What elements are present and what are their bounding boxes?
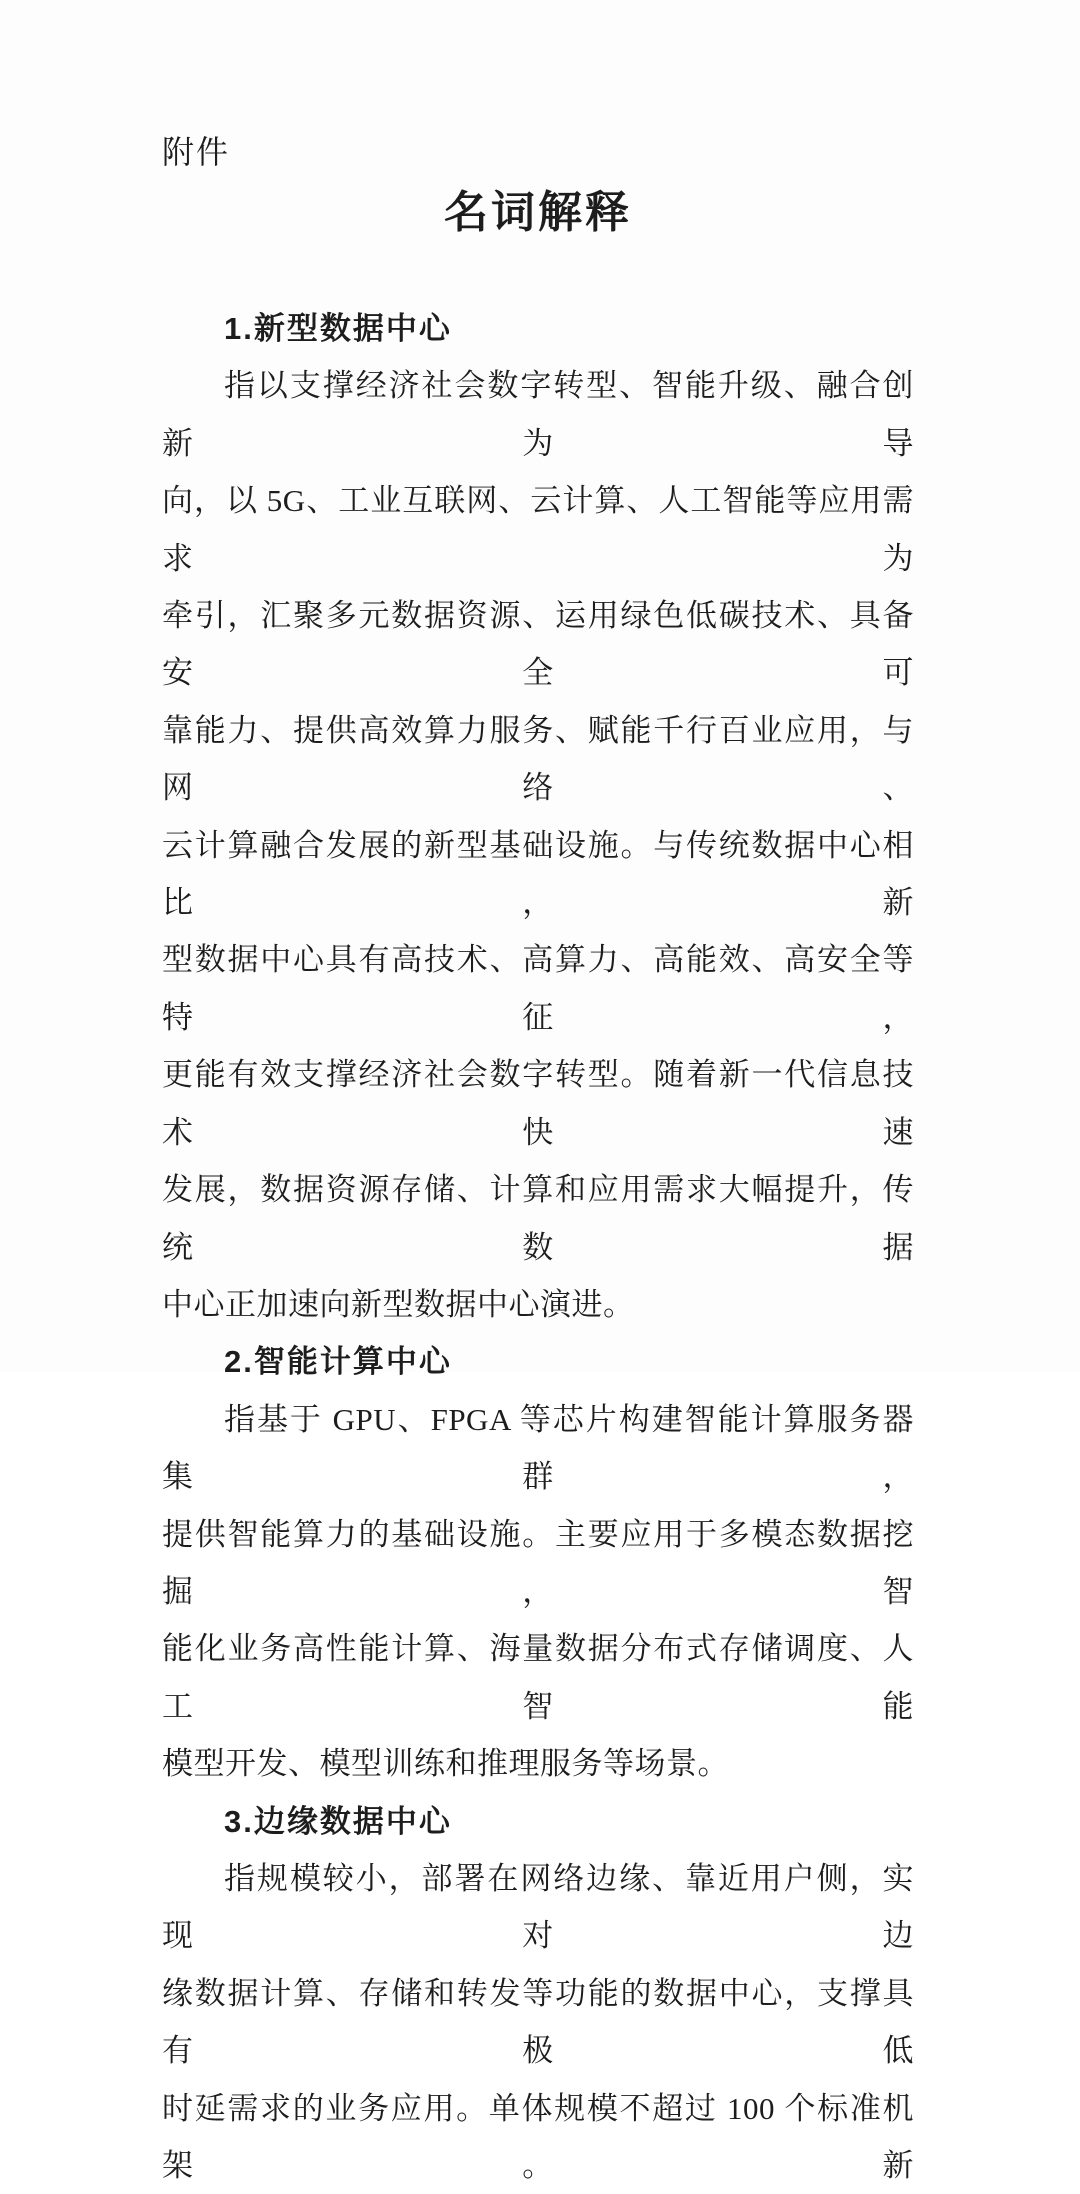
paragraph-line: 模型开发、模型训练和推理服务等场景。 [162,1746,729,1782]
section-heading: 2.智能计算中心 [224,1344,452,1380]
paragraph-line: 云计算融合发展的新型基础设施。与传统数据中心相比，新 [162,827,914,921]
paragraph-line: 指以支撑经济社会数字转型、智能升级、融合创新为导 [162,368,914,461]
paragraph-line: 指基于 GPU、FPGA 等芯片构建智能计算服务器集群， [162,1401,914,1495]
paragraph-line: 向，以 5G、工业互联网、云计算、人工智能等应用需求为 [162,483,914,576]
paragraph-line: 中心正加速向新型数据中心演进。 [162,1286,635,1322]
section-heading: 3.边缘数据中心 [224,1803,452,1839]
paragraph-line: 时延需求的业务应用。单体规模不超过 100 个标准机架。新 [162,2090,914,2183]
paragraph-line: 靠能力、提供高效算力服务、赋能千行百业应用，与网络、 [162,712,914,806]
paragraph-line: 提供智能算力的基础设施。主要应用于多模态数据挖掘，智 [162,1516,914,1609]
paragraph-line: 发展，数据资源存储、计算和应用需求大幅提升，传统数据 [162,1172,914,1265]
section-heading: 1.新型数据中心 [224,311,452,346]
paragraph-line: 指规模较小，部署在网络边缘、靠近用户侧，实现对边 [162,1860,914,1954]
paragraph-line: 型数据中心具有高技术、高算力、高能效、高安全等特征， [162,942,914,1035]
paragraph-line: 缘数据计算、存储和转发等功能的数据中心，支撑具有极低 [162,1975,914,2069]
paragraph-line: 牵引，汇聚多元数据资源、运用绿色低碳技术、具备安全可 [162,598,914,691]
paragraph-line: 更能有效支撑经济社会数字转型。随着新一代信息技术快速 [162,1057,914,1150]
page-title: 名词解释 [444,188,632,237]
paragraph-line: 能化业务高性能计算、海量数据分布式存储调度、人工智能 [162,1631,914,1724]
attachment-label: 附件 [162,134,231,170]
document-body [162,300,914,2194]
